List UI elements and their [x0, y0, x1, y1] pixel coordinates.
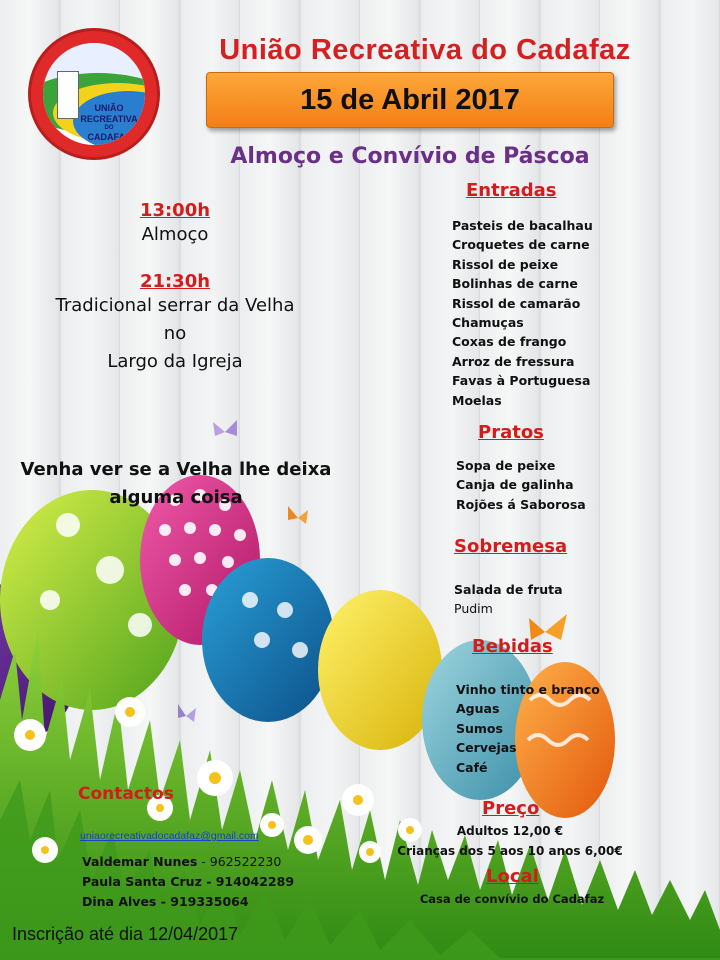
event-evening-line3: Largo da Igreja: [107, 351, 243, 372]
list-item: Café: [456, 759, 488, 775]
heading-entradas: Entradas: [466, 180, 557, 201]
list-item: Cervejas: [456, 740, 517, 756]
event-date-banner: [206, 72, 614, 128]
list-pratos: [456, 456, 586, 514]
list-item: Rojões á Saborosa: [456, 496, 586, 512]
event-evening-line1: Tradicional serrar da Velha: [55, 295, 295, 316]
registration-deadline: Inscrição até dia 12/04/2017: [12, 924, 239, 944]
event-evening-line2: no: [163, 323, 187, 344]
time-evening: 21:30h: [139, 271, 211, 292]
butterfly-icon: [213, 420, 237, 436]
schedule: [30, 200, 320, 376]
list-item: Moelas: [452, 392, 502, 408]
event-lunch: Almoço: [141, 224, 209, 245]
list-item: Canja de galinha: [456, 477, 574, 493]
list-item: Croquetes de carne: [452, 237, 590, 253]
heading-contactos: Contactos: [78, 784, 174, 804]
list-item: Rissol de camarão: [452, 295, 581, 311]
heading-pratos: Pratos: [478, 422, 544, 443]
list-item: Bolinhas de carne: [452, 276, 578, 292]
contact-email-link[interactable]: uniaorecreativadocadafaz@gmail.com: [80, 830, 259, 842]
contact-valdemar: Valdemar Nunes - 962522230: [82, 854, 282, 869]
slogan: Venha ver se a Velha lhe deixa alguma coisa: [20, 459, 332, 508]
time-lunch: 13:00h: [139, 200, 211, 221]
list-item: Salada de fruta: [454, 582, 563, 597]
list-bebidas: [456, 680, 600, 777]
list-item: Pudim: [454, 601, 493, 617]
list-item: Rissol de peixe: [452, 256, 559, 272]
list-item: Favas à Portuguesa: [452, 373, 591, 389]
heading-bebidas: Bebidas: [472, 636, 553, 657]
list-item: Vinho tinto e branco: [456, 682, 600, 697]
heading-preco: Preço: [482, 798, 540, 819]
club-logo: UNIÃO RECREATIVA DO CADAFAZ: [28, 28, 160, 160]
list-item: Pasteis de bacalhau: [452, 218, 593, 233]
price-children: Crianças dos 5 aos 10 anos 6,00€: [397, 844, 623, 858]
venue: Casa de convívio do Cadafaz: [419, 892, 605, 906]
price-adults: Adultos 12,00 €: [456, 824, 564, 838]
list-item: Arroz de fressura: [452, 353, 575, 369]
event-date: 15 de Abril 2017: [300, 83, 520, 116]
list-entradas: [452, 216, 593, 410]
contact-paula: Paula Santa Cruz - 914042289: [82, 874, 295, 889]
contact-dina: Dina Alves - 919335064: [82, 894, 249, 909]
club-title: União Recreativa do Cadafaz: [219, 34, 631, 66]
list-item: Sopa de peixe: [456, 458, 556, 473]
heading-local: Local: [486, 866, 539, 887]
list-item: Sumos: [456, 720, 503, 736]
list-item: Aguas: [456, 701, 500, 717]
list-sobremesa: [454, 580, 563, 619]
event-subtitle: Almoço e Convívio de Páscoa: [230, 144, 590, 169]
list-item: Chamuças: [452, 315, 524, 331]
heading-sobremesa: Sobremesa: [454, 536, 568, 557]
list-item: Coxas de frango: [452, 334, 567, 350]
